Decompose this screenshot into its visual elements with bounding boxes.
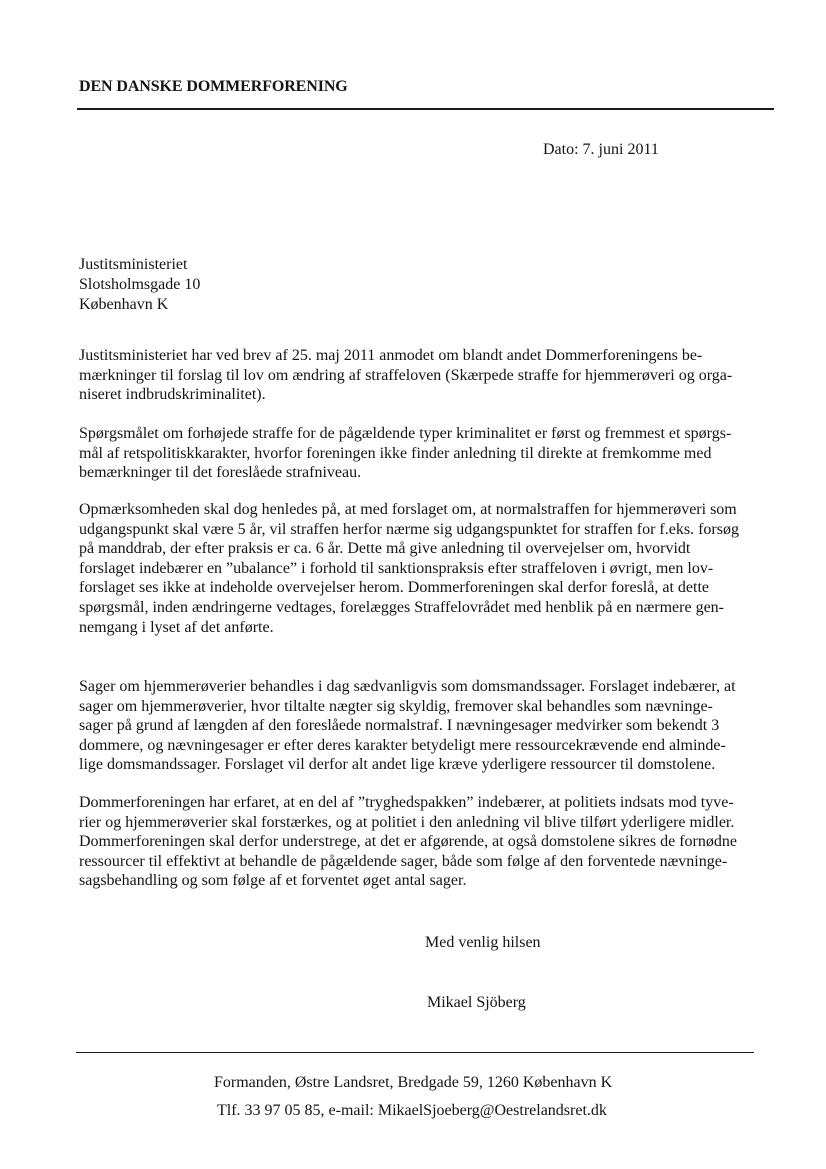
body-paragraph-4: Sager om hjemmerøverier behandles i dag sædvanligvis som domsmandssager. Forslaget indebærer, at sager om hjemmerøverier, hvor tiltalte nægter sig skyldig, fremover skal behandles som nævninge- sager på grund af længden af den foreslåede normalstraf. I nævningesager medvirker som bekendt 3 dommere, og nævningesager er efter deres karakter betydeligt mere ressourcekrævende end alminde- lige domsmandssager. Forslaget vil derfor alt andet lige kræve yderligere ressourcer til domstolene. [79,678,736,774]
footer-contact: Tlf. 33 97 05 85, e-mail: MikaelSjoeberg@Oestrelandsret.dk [217,1102,607,1119]
letterhead-divider [77,108,774,110]
recipient-street: Slotsholmsgade 10 [79,276,201,293]
footer-divider [76,1052,754,1053]
footer-address: Formanden, Østre Landsret, Bredgade 59, 1260 København K [214,1074,613,1091]
closing-salutation: Med venlig hilsen [425,934,541,951]
letter-date: Dato: 7. juni 2011 [543,141,659,158]
body-paragraph-2: Spørgsmålet om forhøjede straffe for de pågældende typer kriminalitet er først og fremmest et spørgs- mål af retspolitiskkarakter, hvorfor foreningen ikke finder anledning til direkte at fremkomme med bemærkninger til det foreslåede strafniveau. [79,425,732,482]
recipient-name: Justitsministeriet [79,256,188,273]
recipient-city: København K [79,296,169,313]
body-paragraph-1: Justitsministeriet har ved brev af 25. maj 2011 anmodet om blandt andet Dommerforeningens be- mærkninger til forslag til lov om ændring af straffeloven (Skærpede straffe for hjemmerøveri og orga- niseret indbrudskriminalitet). [79,347,733,404]
body-paragraph-5: Dommerforeningen har erfaret, at en del af ”tryghedspakken” indebærer, at politiets indsats mod tyve- rier og hjemmerøverier skal forstærkes, og at politiet i den anledning vil blive tilført yderligere midler. Dommerforeningen skal derfor understrege, at det er afgørende, at også domstolene sikres de fornødne ressourcer til effektivt at behandle de pågældende sager, både som følge af den forventede nævninge- sagsbehandling og som følge af et forventet øget antal sager. [79,794,737,890]
recipient-address [79,255,200,315]
body-paragraph-3: Opmærksomheden skal dog henledes på, at med forslaget om, at normalstraffen for hjemmerøveri som udgangspunkt skal være 5 år, vil straffen herfor nærme sig udgangspunktet for straffen for f.eks. forsøg på manddrab, der efter praksis er ca. 6 år. Dette må give anledning til overvejelser om, hvorvidt forslaget indebærer en ”ubalance” i forhold til sanktionspraksis efter straffeloven i øvrigt, men lov- forslaget ses ikke at indeholde overvejelser herom. Dommerforeningen skal derfor foreslå, at dette spørgsmål, inden ændringerne vedtages, forelægges Straffelovrådet med henblik på en nærmere gen- nemgang i lyset af det anførte. [79,501,739,636]
letterhead-organization: DEN DANSKE DOMMERFORENING [79,78,348,95]
signer-name: Mikael Sjöberg [427,994,526,1011]
